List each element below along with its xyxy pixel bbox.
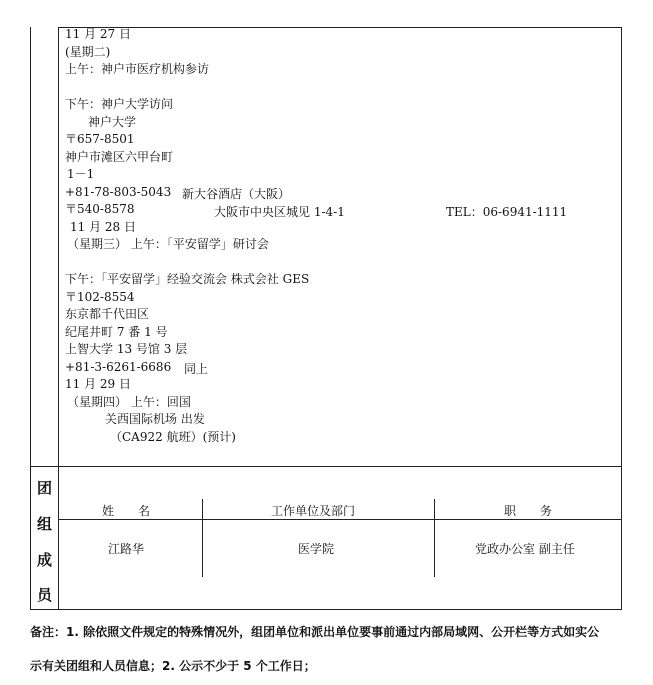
- side-label-char: 团: [37, 479, 53, 497]
- side-label-char: 组: [37, 515, 53, 533]
- side-label-char: 成: [37, 551, 53, 569]
- hotel-address: 大阪市中央区城见 1-4-1: [214, 205, 345, 219]
- member-header-unit: 工作单位及部门: [271, 504, 356, 518]
- member-header-name: 姓 名: [102, 504, 151, 518]
- table-bottom-border: [30, 609, 622, 610]
- schedule-line: 东京都千代田区: [65, 307, 150, 321]
- note-line-2: 示有关团组和人员信息；2. 公示不少于 5 个工作日；: [30, 659, 316, 673]
- schedule-line: +81-3-6261-6686: [65, 359, 172, 374]
- member-col-divider-1: [202, 499, 203, 577]
- member-unit: 医学院: [298, 542, 335, 556]
- member-name: 江路华: [108, 542, 145, 556]
- table-left-border: [30, 27, 31, 609]
- note-line-1: 备注：1. 除依照文件规定的特殊情况外，组团单位和派出单位要事前通过内部局域网、公开栏等方式如实公: [30, 625, 600, 639]
- table-right-border: [621, 27, 622, 609]
- schedule-line: 关西国际机场 出发: [105, 412, 205, 426]
- schedule-line: 11 月 28 日: [70, 219, 136, 234]
- side-label-char: 员: [37, 586, 53, 604]
- schedule-line: 上智大学 13 号馆 3 层: [65, 342, 188, 356]
- hotel-tel: TEL：06-6941-1111: [446, 205, 568, 219]
- schedule-line: 神户市滩区六甲台町: [65, 149, 174, 164]
- schedule-line: +81-78-803-5043: [65, 184, 172, 199]
- member-header-divider: [58, 519, 622, 520]
- schedule-line: 11 月 29 日: [65, 377, 131, 391]
- side-column-divider: [58, 27, 59, 609]
- schedule-line: 〒657-8501: [65, 132, 135, 146]
- schedule-line: 〒102-8554: [65, 289, 135, 304]
- schedule-bottom-border: [30, 466, 622, 467]
- schedule-line: （星期三） 上午：「平安留学」研讨会: [67, 237, 269, 251]
- schedule-line: （CA922 航班）(预计): [110, 429, 236, 444]
- same-as-above: 同上: [184, 362, 209, 376]
- schedule-line: (星期二): [65, 44, 111, 59]
- schedule-line: 下午：神户大学访问: [65, 97, 174, 111]
- schedule-line: 上午：神户市医疗机构参访: [65, 62, 210, 76]
- schedule-top-border: [58, 27, 622, 28]
- member-header-position: 职 务: [504, 504, 553, 518]
- hotel-name: 新大谷酒店（大阪）: [182, 187, 291, 201]
- member-position: 党政办公室 副主任: [475, 542, 575, 556]
- schedule-line: 下午：「平安留学」经验交流会 株式会社 GES: [65, 272, 310, 286]
- schedule-line: 11 月 27 日: [65, 27, 131, 41]
- schedule-line: 〒540-8578: [65, 202, 135, 216]
- schedule-line: 神户大学: [88, 114, 137, 129]
- schedule-line: 1－1: [67, 167, 95, 181]
- schedule-line: （星期四） 上午：回国: [67, 394, 191, 409]
- member-col-divider-2: [434, 499, 435, 577]
- schedule-line: 纪尾井町 7 番 1 号: [65, 324, 168, 339]
